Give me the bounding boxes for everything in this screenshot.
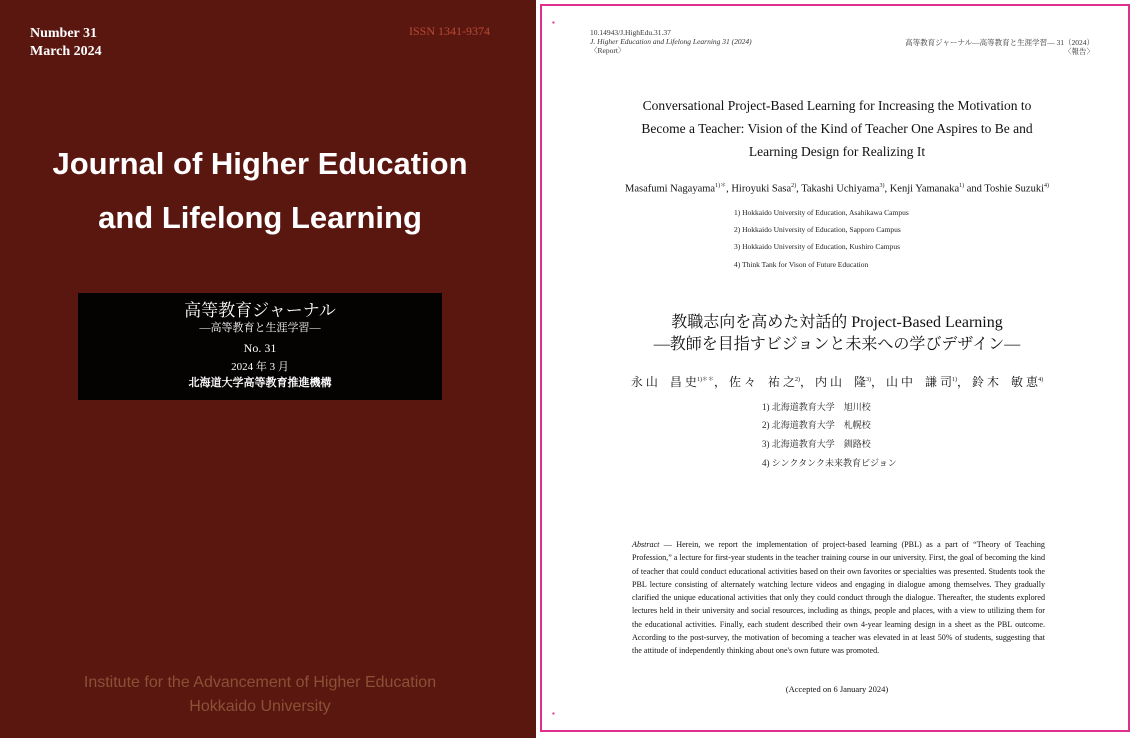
paper-jp-journal-ref: 高等教育ジャーナル―高等教育と生涯学習― 31（2024）: [905, 38, 1094, 47]
jp-title-line2: ―教師を目指すビジョンと未来への学びデザイン―: [653, 336, 1021, 353]
cover-jp-title: 高等教育ジャーナル: [184, 301, 336, 320]
cover-issn: ISSN 1341-9374: [408, 24, 490, 38]
cover-jp-number: No. 31: [243, 341, 277, 355]
paper-type-en: 〈Report〉: [590, 46, 626, 55]
japanese-author-list: 永 山 昌 史$^{1)**}$， 佐 々 祐 之$^{2)}$， 内 山 隆$^{3)}$， 山 中 謙 司$^{1)}$， 鈴 木 敏 恵$^{4)}$: [630, 375, 1044, 389]
author-list: Masafumi Nagayama$^{1)*}$, Hiroyuki Sasa$^{2)}$, Takashi Uchiyama$^{3)}$, Kenji Yamanaka$^{1)}$ and Toshie Suzuki$^{4)}$: [624, 183, 1049, 195]
author-mark: 3): [879, 183, 885, 189]
author-mark: 4): [1044, 183, 1049, 189]
paper-title-line2: Become a Teacher: Vision of the Kind of Teacher One Aspires to Be and: [641, 121, 1033, 136]
japanese-title: [562, 312, 1112, 356]
cover-japanese-title-box: [78, 293, 442, 400]
abstract-label: Abstract: [632, 540, 660, 549]
corner-mark-bottom: ▪: [552, 709, 555, 718]
jp-author-name: 内 山 隆: [814, 375, 866, 389]
accepted-date: (Accepted on 6 January 2024): [785, 684, 889, 694]
cover-institute-line2: Hokkaido University: [189, 698, 331, 715]
jp-affiliation: 2) 北海道教育大学 札幌校: [762, 420, 871, 430]
cover-jp-publisher: 北海道大学高等教育推進機構: [188, 377, 332, 389]
author-name: Masafumi Nagayama: [624, 183, 716, 195]
paper-first-page: [540, 4, 1130, 732]
jp-author-mark: 1)＊＊: [696, 377, 714, 383]
jp-author-name: 佐 々 祐 之: [728, 375, 795, 389]
journal-cover: [0, 0, 536, 738]
author-name: Toshie Suzuki: [984, 183, 1044, 195]
paper-title-line3: Learning Design for Realizing It: [748, 144, 926, 159]
cover-institute-line1: Institute for the Advancement of Higher Education: [83, 674, 437, 691]
jp-author-name: 永 山 昌 史: [630, 375, 697, 389]
cover-issue-info: [30, 25, 102, 61]
affiliation: 2) Hokkaido University of Education, Sapporo Campus: [734, 225, 901, 234]
jp-author-mark: 4): [1038, 377, 1044, 383]
author-name: Hiroyuki Sasa: [731, 183, 792, 195]
cover-jp-date: 2024 年 3 月: [231, 361, 289, 373]
affiliation: 4) Think Tank for Vison of Future Education: [734, 260, 869, 269]
corner-mark-top: ▪: [552, 18, 555, 27]
paper-doi: 10.14943/J.HighEdu.31.37: [590, 28, 671, 37]
paper-journal-ref: J. Higher Education and Lifelong Learning 31 (2024): [590, 37, 752, 46]
jp-affiliation: 3) 北海道教育大学 釧路校: [762, 439, 871, 449]
jp-affiliation: 4) シンクタンク未来教育ビジョン: [762, 458, 897, 468]
author-mark: 2): [791, 183, 797, 189]
paper-title-line1: Conversational Project-Based Learning for Increasing the Motivation to: [642, 98, 1032, 113]
cover-jp-subtitle: ―高等教育と生涯学習―: [199, 322, 321, 334]
paper-type-jp: 〈報告〉: [1064, 47, 1094, 56]
cover-title-line1: Journal of Higher Education: [52, 146, 468, 181]
cover-title-line2: and Lifelong Learning: [98, 200, 422, 235]
author-mark: 1)＊: [715, 183, 727, 189]
jp-author-mark: 2): [794, 377, 800, 383]
jp-affiliation: 1) 北海道教育大学 旭川校: [762, 402, 871, 412]
paper-title: [582, 94, 1092, 163]
affiliation: 1) Hokkaido University of Education, Asahikawa Campus: [734, 208, 909, 217]
author-name: Kenji Yamanaka: [889, 183, 960, 195]
jp-author-mark: 3): [866, 377, 871, 383]
affiliation: 3) Hokkaido University of Education, Kushiro Campus: [734, 242, 901, 251]
abstract-text: ― Herein, we report the implementation of project-based learning (PBL) as a part of “Theory of Teaching Profession,” a lecture for first-year students in the teacher training course in our university. First, the goal of becoming the kind of teacher that could conduct educational activities based on their own favorites or specialties was presented. Students took the PBL lecture consisting of alternately watching lecture videos and engaging in dialogue among themselves. They gradually clarified the unique educational activities that only they could conduct through the dialogue. Thereafter, the students explored lectures held in their university and social resources, including as things, people and places, with a view to utilizing them for the educational activities. Finally, each student described their own 4-year learning design in a sheet as the PBL outcome. According to the post-survey, the motivation of becoming a teacher was elevated in at least 50% of students, suggesting that the attitude of independently thinking about one's own future was promoted.: [632, 540, 1045, 656]
header-left: [590, 28, 752, 55]
jp-title-line1: 教職志向を高めた対話的 Project-Based Learning: [671, 314, 1003, 331]
abstract: [632, 538, 1045, 658]
author-mark: 1): [959, 183, 965, 189]
jp-author-name: 鈴 木 敏 恵: [972, 375, 1039, 389]
header-right: [905, 38, 1094, 56]
author-name: Takashi Uchiyama: [801, 183, 880, 195]
jp-author-mark: 1): [952, 377, 958, 383]
cover-date: March 2024: [30, 44, 102, 59]
jp-author-name: 山 中 謙 司: [886, 375, 953, 389]
cover-number: Number 31: [30, 26, 98, 41]
